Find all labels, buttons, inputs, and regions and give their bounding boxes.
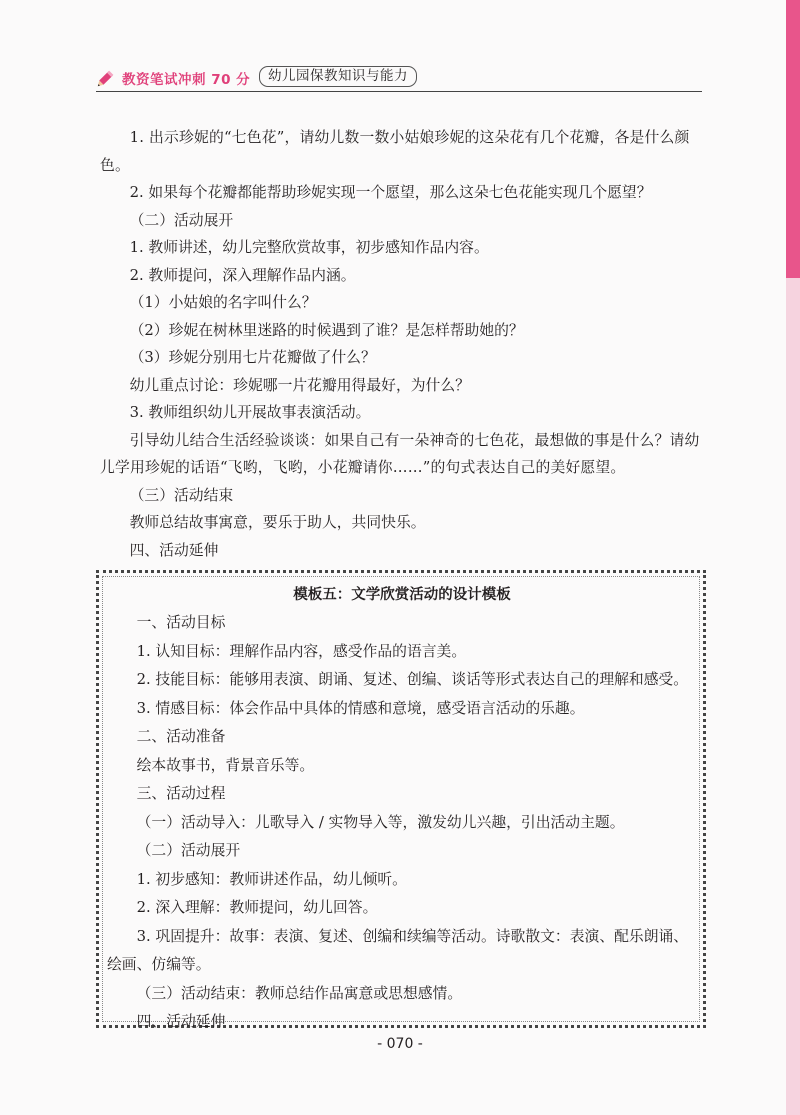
paragraph: （三）活动结束 [129,486,234,504]
template-line: 2. 深入理解：教师提问，幼儿回答。 [136,899,378,916]
page-number: - 070 - [377,1036,423,1052]
template-line: 3. 巩固提升：故事：表演、复述、创编和续编等活动。诗歌散文：表演、配乐朗诵、绘画、仿编等。 [107,927,689,973]
paragraph: 四、活动延伸 [129,541,219,559]
paragraph: （1）小姑娘的名字叫什么？ [129,294,317,311]
template-line: 1. 初步感知：教师讲述作品，幼儿倾听。 [136,870,407,888]
paragraph: 3. 教师组织幼儿开展故事表演活动。 [129,404,371,421]
running-header [96,66,702,90]
template-line: 2. 技能目标：能够用表演、朗诵、复述、创编、谈话等形式表达自己的理解和感受。 [136,671,689,688]
book-title: 幼儿园保教知识与能力 [259,66,417,87]
template-box-title: 模板五：文学欣赏活动的设计模板 [293,587,511,603]
template-box [96,570,706,1028]
template-line: 绘本故事书，背景音乐等。 [136,756,315,774]
series-title: 教资笔试冲刺 70 分 [122,72,251,88]
template-line: 三、活动过程 [136,785,226,802]
paragraph: 幼儿重点讨论：珍妮哪一片花瓣用得最好，为什么？ [129,376,470,394]
template-line: 3. 情感目标：体会作品中具体的情感和意境，感受语言活动的乐趣。 [136,699,585,717]
paragraph: （二）活动展开 [129,211,234,229]
header-rule [96,91,702,92]
template-line: 二、活动准备 [136,728,226,745]
paragraph: 1. 出示珍妮的“七色花”，请幼儿数一数小姑娘珍妮的这朵花有几个花瓣，各是什么颜色。 [100,129,690,174]
template-line: （一）活动导入：儿歌导入 / 实物导入等，激发幼儿兴趣，引出活动主题。 [136,813,625,831]
paragraph: 2. 教师提问，深入理解作品内涵。 [129,266,356,284]
template-line: 一、活动目标 [136,614,226,631]
pencil-icon [96,66,118,92]
page-edge-tab [786,0,800,278]
body-text [100,124,700,564]
paragraph: （2）珍妮在树林里迷路的时候遇到了谁？是怎样帮助她的？ [129,321,524,339]
paragraph: 2. 如果每个花瓣都能帮助珍妮实现一个愿望，那么这朵七色花能实现几个愿望？ [129,184,652,201]
paragraph: （3）珍妮分别用七片花瓣做了什么？ [129,349,376,366]
template-line: 四、活动延伸 [136,1013,226,1030]
template-line: （三）活动结束：教师总结作品寓意或思想感情。 [136,984,463,1002]
paragraph: 教师总结故事寓意，要乐于助人，共同快乐。 [129,514,426,531]
template-line: 1. 认知目标：理解作品内容，感受作品的语言美。 [136,642,467,660]
template-line: （二）活动展开 [136,842,241,859]
paragraph: 引导幼儿结合生活经验谈谈：如果自己有一朵神奇的七色花，最想做的事是什么？请幼儿学用珍妮的话语“飞哟，飞哟，小花瓣请你……”的句式表达自己的美好愿望。 [100,431,700,476]
paragraph: 1. 教师讲述，幼儿完整欣赏故事，初步感知作品内容。 [129,239,489,256]
